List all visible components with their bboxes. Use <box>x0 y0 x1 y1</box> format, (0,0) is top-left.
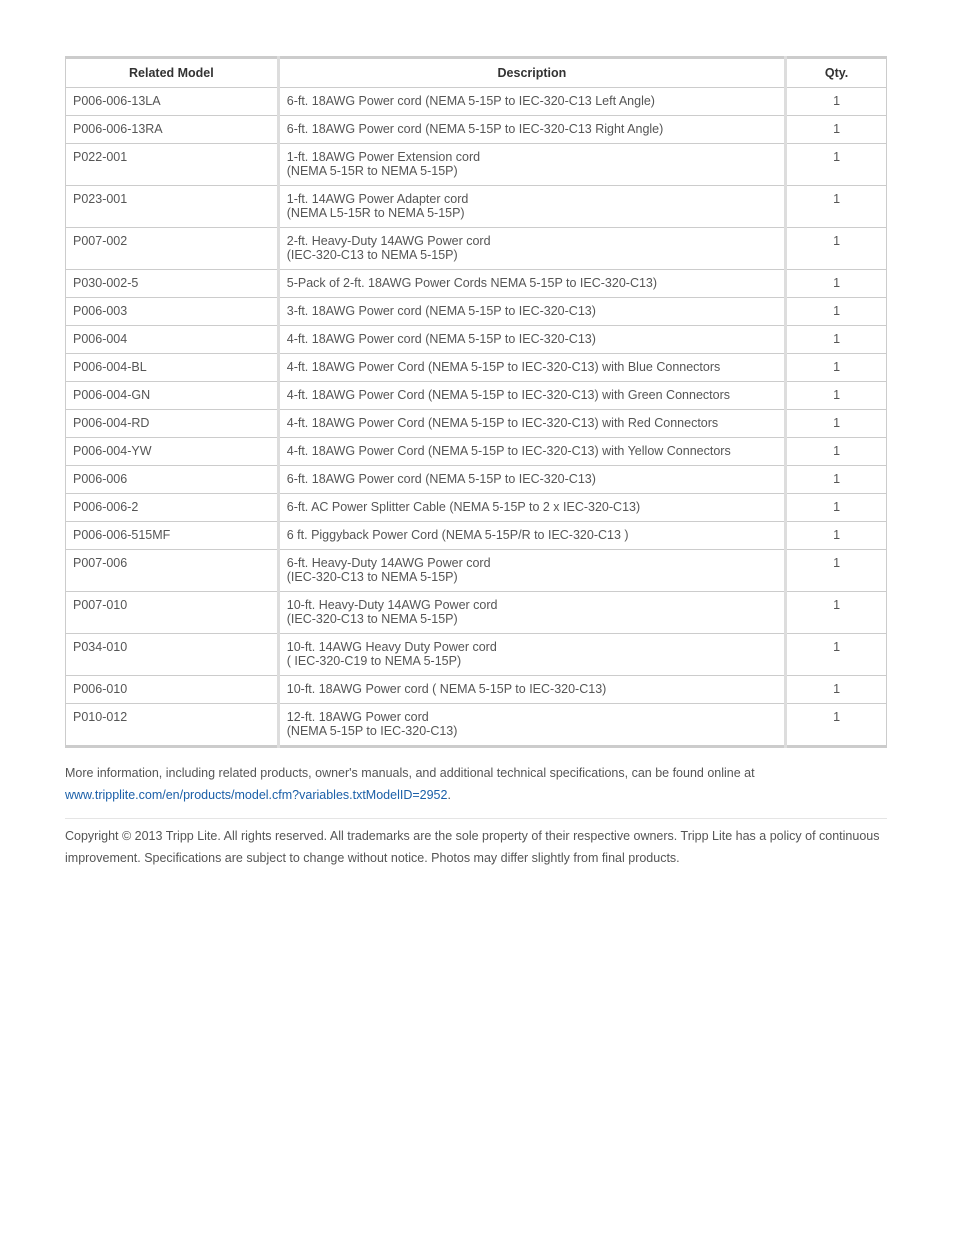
description-line: 6-ft. 18AWG Power cord (NEMA 5-15P to IEC-320-C13 Left Angle) <box>286 94 655 108</box>
description-cell <box>278 144 785 186</box>
divider <box>65 818 887 819</box>
description-line: 10-ft. Heavy-Duty 14AWG Power cord <box>286 598 498 612</box>
description-line: 4-ft. 18AWG Power Cord (NEMA 5-15P to IEC-320-C13) with Green Connectors <box>286 388 730 402</box>
table-row <box>66 634 887 676</box>
qty-cell: 1 <box>786 634 887 676</box>
document-body <box>65 56 887 869</box>
model-link[interactable]: P006-004-BL <box>66 354 279 382</box>
table-row <box>66 704 887 747</box>
description-cell <box>278 592 785 634</box>
table-row <box>66 88 887 116</box>
table-row <box>66 410 887 438</box>
model-link[interactable]: P006-006 <box>66 466 279 494</box>
description-line: (IEC-320-C13 to NEMA 5-15P) <box>286 612 458 626</box>
description-line: 1-ft. 14AWG Power Adapter cord <box>286 192 469 206</box>
table-row <box>66 144 887 186</box>
description-line: 10-ft. 18AWG Power cord ( NEMA 5-15P to IEC-320-C13) <box>286 682 607 696</box>
description-line: 1-ft. 18AWG Power Extension cord <box>286 150 481 164</box>
model-link[interactable]: P006-010 <box>66 676 279 704</box>
copyright-notice: Copyright © 2013 Tripp Lite. All rights reserved. All trademarks are the sole property of their respective owners. Tripp Lite has a policy of continuous improvement. Specifications are subject to change without notice. Photos may differ slightly from final products. <box>65 829 880 865</box>
description-line: 2-ft. Heavy-Duty 14AWG Power cord <box>286 234 491 248</box>
qty-cell: 1 <box>786 676 887 704</box>
model-link[interactable]: P007-002 <box>66 228 279 270</box>
description-line: 4-ft. 18AWG Power Cord (NEMA 5-15P to IEC-320-C13) with Blue Connectors <box>286 360 721 374</box>
description-cell <box>278 326 785 354</box>
model-link[interactable]: P006-004-RD <box>66 410 279 438</box>
description-line: ( IEC-320-C19 to NEMA 5-15P) <box>286 654 462 668</box>
description-line: 6-ft. 18AWG Power cord (NEMA 5-15P to IEC-320-C13) <box>286 472 596 486</box>
description-cell <box>278 354 785 382</box>
model-link[interactable]: P006-004-GN <box>66 382 279 410</box>
table-row <box>66 382 887 410</box>
model-link[interactable]: P006-006-13LA <box>66 88 279 116</box>
description-line: 6 ft. Piggyback Power Cord (NEMA 5-15P/R to IEC-320-C13 ) <box>286 528 629 542</box>
model-link[interactable]: P030-002-5 <box>66 270 279 298</box>
model-link[interactable]: P007-006 <box>66 550 279 592</box>
description-line: 12-ft. 18AWG Power cord <box>286 710 429 724</box>
description-cell <box>278 186 785 228</box>
description-line: 10-ft. 14AWG Heavy Duty Power cord <box>286 640 497 654</box>
table-row <box>66 438 887 466</box>
qty-cell: 1 <box>786 228 887 270</box>
qty-cell: 1 <box>786 704 887 747</box>
qty-cell: 1 <box>786 88 887 116</box>
table-row <box>66 228 887 270</box>
more-info-period: . <box>447 788 451 802</box>
table-body <box>66 88 887 747</box>
description-cell <box>278 270 785 298</box>
description-cell <box>278 634 785 676</box>
more-info-text <box>65 762 887 806</box>
description-cell <box>278 676 785 704</box>
qty-cell: 1 <box>786 298 887 326</box>
qty-cell: 1 <box>786 186 887 228</box>
description-line: (NEMA 5-15R to NEMA 5-15P) <box>286 164 458 178</box>
description-cell <box>278 522 785 550</box>
header-qty: Qty. <box>786 58 887 88</box>
header-description: Description <box>278 58 785 88</box>
description-line: 6-ft. Heavy-Duty 14AWG Power cord <box>286 556 491 570</box>
header-related-model: Related Model <box>66 58 279 88</box>
description-cell <box>278 466 785 494</box>
description-line: 6-ft. AC Power Splitter Cable (NEMA 5-15P to 2 x IEC-320-C13) <box>286 500 641 514</box>
table-row <box>66 494 887 522</box>
table-row <box>66 354 887 382</box>
qty-cell: 1 <box>786 466 887 494</box>
description-line: 6-ft. 18AWG Power cord (NEMA 5-15P to IEC-320-C13 Right Angle) <box>286 122 664 136</box>
description-line: 3-ft. 18AWG Power cord (NEMA 5-15P to IEC-320-C13) <box>286 304 596 318</box>
related-models-table <box>65 56 887 748</box>
qty-cell: 1 <box>786 270 887 298</box>
qty-cell: 1 <box>786 592 887 634</box>
description-cell <box>278 438 785 466</box>
table-row <box>66 326 887 354</box>
description-line: (NEMA L5-15R to NEMA 5-15P) <box>286 206 465 220</box>
model-link[interactable]: P006-003 <box>66 298 279 326</box>
description-line: (IEC-320-C13 to NEMA 5-15P) <box>286 570 458 584</box>
description-cell <box>278 494 785 522</box>
table-row <box>66 298 887 326</box>
model-link[interactable]: P022-001 <box>66 144 279 186</box>
table-row <box>66 270 887 298</box>
description-line: 4-ft. 18AWG Power cord (NEMA 5-15P to IEC-320-C13) <box>286 332 596 346</box>
table-row <box>66 186 887 228</box>
model-link[interactable]: P007-010 <box>66 592 279 634</box>
qty-cell: 1 <box>786 438 887 466</box>
table-row <box>66 676 887 704</box>
model-link[interactable]: P006-006-2 <box>66 494 279 522</box>
model-link[interactable]: P010-012 <box>66 704 279 747</box>
description-line: 5-Pack of 2-ft. 18AWG Power Cords NEMA 5-15P to IEC-320-C13) <box>286 276 658 290</box>
qty-cell: 1 <box>786 326 887 354</box>
qty-cell: 1 <box>786 410 887 438</box>
model-link[interactable]: P006-004 <box>66 326 279 354</box>
description-cell <box>278 298 785 326</box>
qty-cell: 1 <box>786 116 887 144</box>
table-row <box>66 592 887 634</box>
qty-cell: 1 <box>786 354 887 382</box>
description-line: (NEMA 5-15P to IEC-320-C13) <box>286 724 458 738</box>
qty-cell: 1 <box>786 522 887 550</box>
description-line: 4-ft. 18AWG Power Cord (NEMA 5-15P to IEC-320-C13) with Red Connectors <box>286 416 719 430</box>
more-info-sentence: More information, including related products, owner's manuals, and additional technical specifications, can be found online at <box>65 766 755 780</box>
qty-cell: 1 <box>786 494 887 522</box>
description-cell <box>278 382 785 410</box>
table-header-row <box>66 58 887 88</box>
qty-cell: 1 <box>786 382 887 410</box>
description-cell <box>278 116 785 144</box>
table-row <box>66 550 887 592</box>
description-cell <box>278 410 785 438</box>
table-row <box>66 116 887 144</box>
model-link[interactable]: P006-004-YW <box>66 438 279 466</box>
qty-cell: 1 <box>786 550 887 592</box>
description-line: (IEC-320-C13 to NEMA 5-15P) <box>286 248 458 262</box>
qty-cell: 1 <box>786 144 887 186</box>
model-link[interactable]: P006-006-515MF <box>66 522 279 550</box>
table-row <box>66 466 887 494</box>
description-cell <box>278 550 785 592</box>
description-line: 4-ft. 18AWG Power Cord (NEMA 5-15P to IEC-320-C13) with Yellow Connectors <box>286 444 731 458</box>
model-link[interactable]: P006-006-13RA <box>66 116 279 144</box>
description-cell <box>278 228 785 270</box>
model-link[interactable]: P034-010 <box>66 634 279 676</box>
description-cell <box>278 88 785 116</box>
product-page-link[interactable]: www.tripplite.com/en/products/model.cfm?variables.txtModelID=2952 <box>65 788 448 802</box>
table-row <box>66 522 887 550</box>
model-link[interactable]: P023-001 <box>66 186 279 228</box>
description-cell <box>278 704 785 747</box>
